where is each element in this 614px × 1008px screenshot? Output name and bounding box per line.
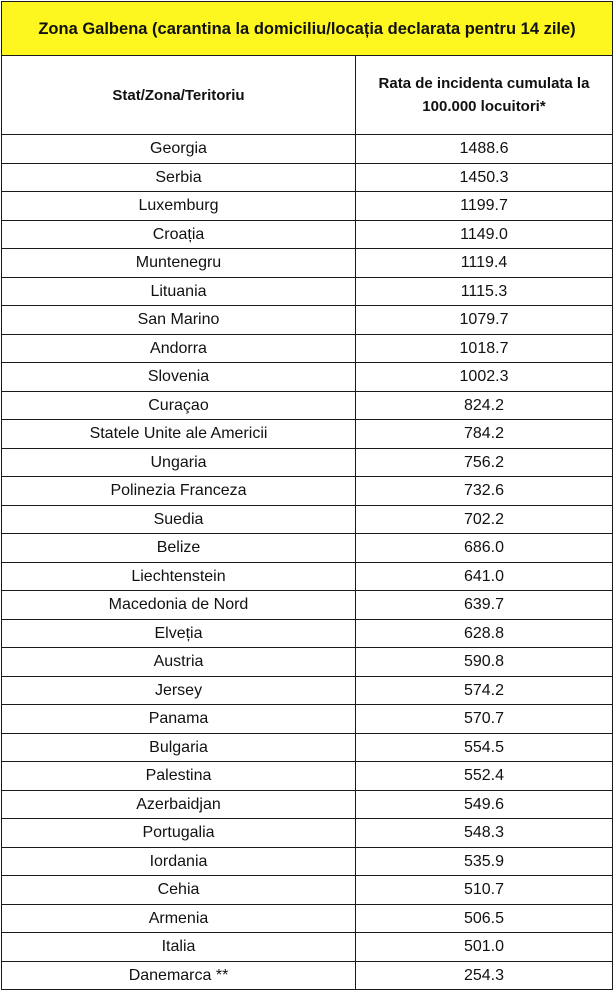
rate-cell: 784.2 [356, 420, 613, 449]
rate-cell: 702.2 [356, 505, 613, 534]
country-cell: Azerbaidjan [2, 790, 356, 819]
rate-cell: 535.9 [356, 847, 613, 876]
country-cell: Danemarca ** [2, 961, 356, 989]
country-cell: Muntenegru [2, 249, 356, 278]
rate-cell: 574.2 [356, 676, 613, 705]
table-row [2, 790, 613, 819]
table-row [2, 819, 613, 848]
table-row [2, 277, 613, 306]
table-row [2, 363, 613, 392]
table-row [2, 334, 613, 363]
country-cell: Austria [2, 648, 356, 677]
country-cell: Armenia [2, 904, 356, 933]
rate-cell: 639.7 [356, 591, 613, 620]
country-cell: Serbia [2, 163, 356, 192]
table-row [2, 591, 613, 620]
rate-cell: 590.8 [356, 648, 613, 677]
column-header-country: Stat/Zona/Teritoriu [2, 56, 356, 135]
country-cell: Croația [2, 220, 356, 249]
table-row [2, 705, 613, 734]
country-cell: Belize [2, 534, 356, 563]
rate-cell: 506.5 [356, 904, 613, 933]
table-row [2, 192, 613, 221]
country-cell: Andorra [2, 334, 356, 363]
country-cell: Iordania [2, 847, 356, 876]
table-row [2, 876, 613, 905]
table-row [2, 733, 613, 762]
table-row [2, 534, 613, 563]
country-cell: Portugalia [2, 819, 356, 848]
table-row [2, 220, 613, 249]
rate-cell: 756.2 [356, 448, 613, 477]
rate-cell: 1488.6 [356, 135, 613, 164]
country-cell: Curaçao [2, 391, 356, 420]
rate-cell: 510.7 [356, 876, 613, 905]
yellow-zone-table [1, 1, 613, 990]
table-row [2, 904, 613, 933]
table-title-row [2, 2, 613, 56]
country-cell: Jersey [2, 676, 356, 705]
rate-cell: 1018.7 [356, 334, 613, 363]
table-row [2, 562, 613, 591]
country-cell: Macedonia de Nord [2, 591, 356, 620]
rate-cell: 1199.7 [356, 192, 613, 221]
country-cell: San Marino [2, 306, 356, 335]
country-cell: Lituania [2, 277, 356, 306]
rate-cell: 1002.3 [356, 363, 613, 392]
table-row [2, 391, 613, 420]
rate-cell: 570.7 [356, 705, 613, 734]
rate-cell: 1079.7 [356, 306, 613, 335]
table-row [2, 477, 613, 506]
rate-cell: 1450.3 [356, 163, 613, 192]
table-row [2, 163, 613, 192]
country-cell: Statele Unite ale Americii [2, 420, 356, 449]
rate-cell: 1115.3 [356, 277, 613, 306]
table-row [2, 648, 613, 677]
table-row [2, 306, 613, 335]
country-cell: Liechtenstein [2, 562, 356, 591]
country-cell: Georgia [2, 135, 356, 164]
table-row [2, 619, 613, 648]
country-cell: Luxemburg [2, 192, 356, 221]
country-cell: Ungaria [2, 448, 356, 477]
rate-cell: 501.0 [356, 933, 613, 962]
rate-cell: 641.0 [356, 562, 613, 591]
rate-cell: 548.3 [356, 819, 613, 848]
country-cell: Bulgaria [2, 733, 356, 762]
table-title: Zona Galbena (carantina la domiciliu/locația declarata pentru 14 zile) [2, 2, 613, 56]
table-row [2, 762, 613, 791]
rate-cell: 1149.0 [356, 220, 613, 249]
table-row [2, 448, 613, 477]
rate-cell: 254.3 [356, 961, 613, 989]
country-cell: Panama [2, 705, 356, 734]
table-row [2, 933, 613, 962]
rate-cell: 554.5 [356, 733, 613, 762]
table-row [2, 676, 613, 705]
rate-cell: 686.0 [356, 534, 613, 563]
rate-cell: 628.8 [356, 619, 613, 648]
table-row [2, 135, 613, 164]
country-cell: Slovenia [2, 363, 356, 392]
country-cell: Palestina [2, 762, 356, 791]
rate-cell: 824.2 [356, 391, 613, 420]
header-row [2, 56, 613, 135]
table-row [2, 961, 613, 989]
country-cell: Cehia [2, 876, 356, 905]
rate-cell: 549.6 [356, 790, 613, 819]
country-cell: Polinezia Franceza [2, 477, 356, 506]
table-row [2, 505, 613, 534]
table-row [2, 847, 613, 876]
country-cell: Italia [2, 933, 356, 962]
rate-cell: 552.4 [356, 762, 613, 791]
rate-cell: 732.6 [356, 477, 613, 506]
table-row [2, 420, 613, 449]
country-cell: Elveția [2, 619, 356, 648]
rate-cell: 1119.4 [356, 249, 613, 278]
country-cell: Suedia [2, 505, 356, 534]
column-header-rate: Rata de incidenta cumulata la 100.000 locuitori* [356, 56, 613, 135]
table-row [2, 249, 613, 278]
